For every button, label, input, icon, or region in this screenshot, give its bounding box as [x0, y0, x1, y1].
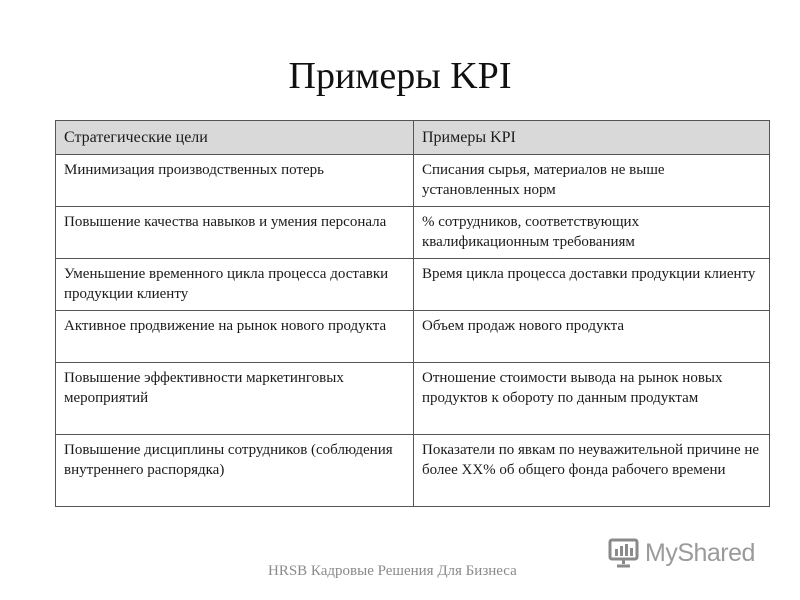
goal-cell: Активное продвижение на рынок нового продукта [56, 311, 414, 363]
table-row [56, 363, 770, 435]
table-row [56, 435, 770, 507]
goal-cell: Повышение качества навыков и умения персонала [56, 207, 414, 259]
goal-cell: Повышение дисциплины сотрудников (соблюдения внутреннего распорядка) [56, 435, 414, 507]
page-title: Примеры KPI [288, 55, 512, 97]
myshared-logo[interactable] [607, 536, 755, 570]
myshared-logo-icon [607, 536, 641, 570]
table-row [56, 311, 770, 363]
table-row [56, 259, 770, 311]
footer-text: HRSB Кадровые Решения Для Бизнеса [268, 563, 517, 579]
table-header-row [56, 121, 770, 155]
table-row [56, 155, 770, 207]
kpi-cell: Объем продаж нового продукта [414, 311, 770, 363]
goal-cell: Повышение эффективности маркетинговых мероприятий [56, 363, 414, 435]
kpi-table [55, 120, 770, 507]
myshared-logo-text: MyShared [645, 538, 755, 567]
kpi-cell: Отношение стоимости вывода на рынок новых продуктов к обороту по данным продуктам [414, 363, 770, 435]
table-row [56, 207, 770, 259]
header-goal: Стратегические цели [56, 121, 414, 155]
kpi-cell: Показатели по явкам по неуважительной причине не более XX% об общего фонда рабочего времени [414, 435, 770, 507]
goal-cell: Минимизация производственных потерь [56, 155, 414, 207]
kpi-cell: % сотрудников, соответствующих квалификационным требованиям [414, 207, 770, 259]
header-kpi: Примеры KPI [414, 121, 770, 155]
goal-cell: Уменьшение временного цикла процесса доставки продукции клиенту [56, 259, 414, 311]
kpi-cell: Списания сырья, материалов не выше установленных норм [414, 155, 770, 207]
kpi-cell: Время цикла процесса доставки продукции клиенту [414, 259, 770, 311]
